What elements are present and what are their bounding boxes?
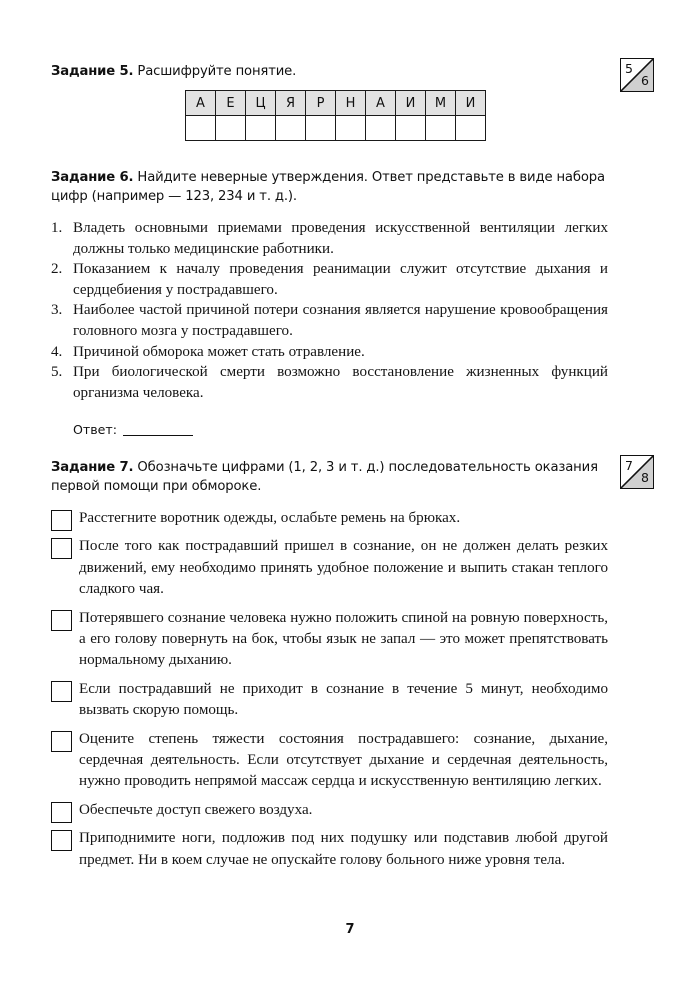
task-5-prompt: Расшифруйте понятие. bbox=[133, 64, 297, 79]
cipher-grid-answer-row bbox=[186, 116, 486, 141]
list-item-marker: 1. bbox=[51, 220, 63, 236]
cipher-answer-cell[interactable] bbox=[186, 116, 216, 141]
list-item bbox=[51, 218, 608, 259]
task-6-heading bbox=[51, 168, 609, 206]
order-checkbox[interactable] bbox=[51, 681, 72, 702]
list-item-text: После того как пострадавший пришел в сознание, он не должен делать резких движений, ему необходимо принять удобное положение и выпить стакан теплого сладкого чая. bbox=[79, 538, 608, 598]
list-item bbox=[51, 536, 608, 600]
list-item-text: При биологической смерти возможно восстановление жизненных функций организма человека. bbox=[73, 364, 608, 401]
cipher-letter-cell: Я bbox=[276, 91, 306, 116]
answer-input-blank[interactable] bbox=[123, 423, 193, 436]
list-item bbox=[51, 300, 608, 341]
list-item-text: Если пострадавший не приходит в сознание в течение 5 минут, необходимо вызвать скорую помощь. bbox=[79, 680, 608, 719]
list-item-text: Приподнимите ноги, подложив под них подушку или подставив любой другой предмет. Ни в коем случае не опускайте голову больного ниже уровня тела. bbox=[79, 830, 608, 868]
list-item bbox=[51, 828, 608, 871]
cipher-letter-cell: А bbox=[186, 91, 216, 116]
task-5-heading bbox=[51, 62, 611, 81]
cipher-answer-cell[interactable] bbox=[456, 116, 486, 141]
task-6-statement-list bbox=[51, 218, 608, 403]
list-item-marker: 2. bbox=[51, 261, 63, 278]
answer-label: Ответ: bbox=[73, 422, 117, 437]
cipher-letter-cell: М bbox=[426, 91, 456, 116]
task-7-heading bbox=[51, 458, 609, 496]
list-item bbox=[51, 800, 608, 821]
list-item-text: Оцените степень тяжести состояния пострадавшего: сознание, дыхание, сердечная деятельность. Если отсутствует дыхание и сердечная деятельность, нужно проводить непрямой массаж сердца и искусственную вентиляцию легких. bbox=[79, 730, 608, 790]
cipher-letter-cell: Е bbox=[216, 91, 246, 116]
order-checkbox[interactable] bbox=[51, 830, 72, 851]
page-number: 7 bbox=[345, 922, 355, 937]
task-6-answer-row bbox=[73, 422, 193, 437]
list-item-marker: 4. bbox=[51, 343, 63, 360]
list-item-text: Обеспечьте доступ свежего воздуха. bbox=[79, 801, 313, 818]
list-item-text: Владеть основными приемами проведения искусственной вентиляции легких должны только медицинские работники. bbox=[73, 220, 608, 257]
order-checkbox[interactable] bbox=[51, 610, 72, 631]
cipher-letter-cell: Н bbox=[336, 91, 366, 116]
list-item-text: Наиболее частой причиной потери сознания является нарушение кровообращения головного мозга у пострадавшего. bbox=[73, 302, 608, 339]
list-item bbox=[51, 342, 608, 363]
list-item bbox=[51, 608, 608, 672]
task-6-prompt: Найдите неверные утверждения. Ответ представьте в виде набора цифр (например — 123, 234 и т. д.). bbox=[51, 170, 605, 204]
cipher-letter-cell: А bbox=[366, 91, 396, 116]
marker-top-number: 7 bbox=[625, 458, 633, 473]
list-item bbox=[51, 729, 608, 793]
list-item-text: Показанием к началу проведения реанимации служит отсутствие дыхания и сердцебиения у пострадавшего. bbox=[73, 261, 608, 298]
list-item bbox=[51, 679, 608, 722]
cipher-answer-cell[interactable] bbox=[426, 116, 456, 141]
cipher-grid bbox=[185, 90, 486, 141]
cipher-answer-cell[interactable] bbox=[306, 116, 336, 141]
page-marker-5-6 bbox=[620, 58, 654, 92]
cipher-letter-cell: И bbox=[396, 91, 426, 116]
cipher-letter-cell: Ц bbox=[246, 91, 276, 116]
list-item-marker: 3. bbox=[51, 302, 63, 319]
task-5-label: Задание 5. bbox=[51, 64, 134, 79]
cipher-letter-cell: Р bbox=[306, 91, 336, 116]
marker-top-number: 5 bbox=[625, 61, 633, 76]
page-marker-7-8 bbox=[620, 455, 654, 489]
order-checkbox[interactable] bbox=[51, 538, 72, 559]
cipher-answer-cell[interactable] bbox=[366, 116, 396, 141]
list-item bbox=[51, 508, 608, 529]
cipher-answer-cell[interactable] bbox=[246, 116, 276, 141]
cipher-answer-cell[interactable] bbox=[336, 116, 366, 141]
cipher-answer-cell[interactable] bbox=[396, 116, 426, 141]
marker-bottom-number: 6 bbox=[641, 72, 649, 88]
order-checkbox[interactable] bbox=[51, 731, 72, 752]
task-6-label: Задание 6. bbox=[51, 170, 134, 185]
task-7-prompt: Обозначьте цифрами (1, 2, 3 и т. д.) последовательность оказания первой помощи при обмороке. bbox=[51, 460, 598, 494]
list-item-text: Расстегните воротник одежды, ослабьте ремень на брюках. bbox=[79, 510, 461, 526]
list-item-text: Причиной обморока может стать отравление. bbox=[73, 343, 365, 360]
cipher-grid-letters-row bbox=[186, 91, 486, 116]
task-7-label: Задание 7. bbox=[51, 460, 134, 475]
cipher-letter-cell: И bbox=[456, 91, 486, 116]
list-item-text: Потерявшего сознание человека нужно положить спиной на ровную поверхность, а его голову повернуть на бок, чтобы язык не запал — это может препятствовать нормальному дыханию. bbox=[79, 609, 608, 669]
order-checkbox[interactable] bbox=[51, 510, 72, 531]
list-item bbox=[51, 362, 608, 403]
order-checkbox[interactable] bbox=[51, 802, 72, 823]
list-item-marker: 5. bbox=[51, 364, 63, 381]
task-7-ordering-list bbox=[51, 508, 608, 871]
list-item bbox=[51, 259, 608, 300]
marker-bottom-number: 8 bbox=[641, 469, 649, 485]
cipher-answer-cell[interactable] bbox=[216, 116, 246, 141]
cipher-answer-cell[interactable] bbox=[276, 116, 306, 141]
